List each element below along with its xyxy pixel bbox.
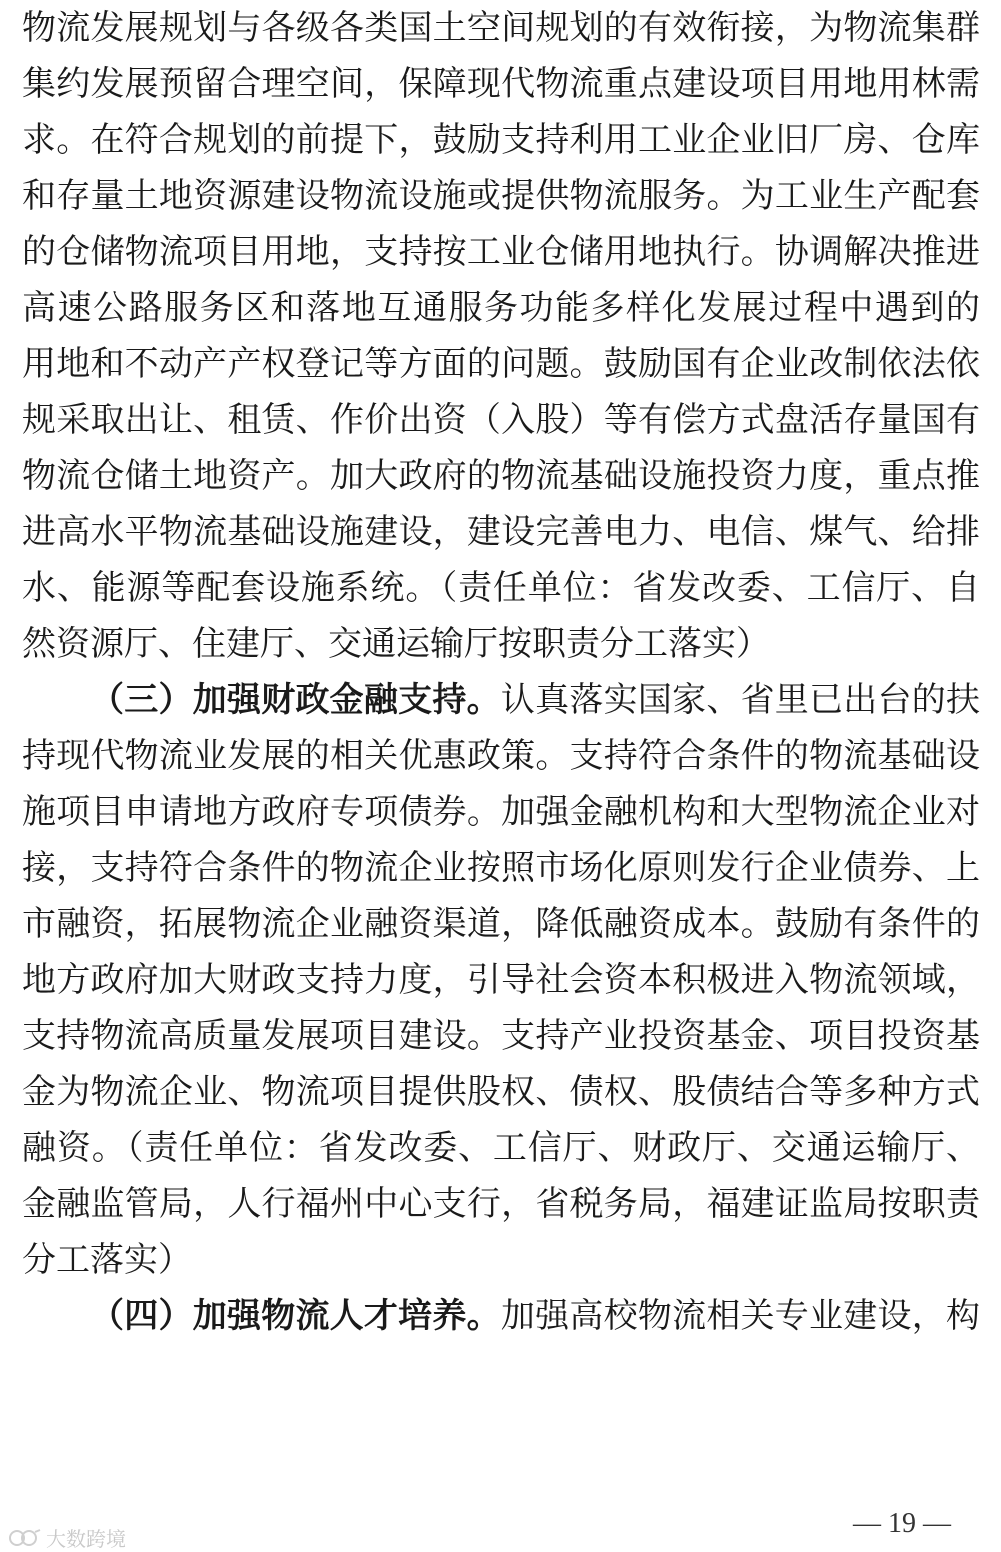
section-heading-finance: （三）加强财政金融支持。 bbox=[90, 680, 501, 720]
text-line: 市融资，拓展物流企业融资渠道，降低融资成本。鼓励有条件的 bbox=[22, 904, 980, 944]
text-line: 用地和不动产产权登记等方面的问题。鼓励国有企业改制依法依 bbox=[22, 344, 980, 384]
text-line: 分工落实） bbox=[22, 1240, 192, 1280]
watermark-logo-icon bbox=[8, 1527, 42, 1549]
text-span: 认真落实国家、省里已出台的扶 bbox=[500, 680, 981, 720]
text-line: 施项目申请地方政府专项债券。加强金融机构和大型物流企业对 bbox=[22, 792, 980, 832]
text-line: 然资源厅、住建厅、交通运输厅按职责分工落实） bbox=[22, 624, 770, 664]
text-line: 进高水平物流基础设施建设，建设完善电力、电信、煤气、给排 bbox=[22, 512, 980, 552]
text-line: 高速公路服务区和落地互通服务功能多样化发展过程中遇到的 bbox=[22, 288, 980, 328]
section-heading-talent: （四）加强物流人才培养。 bbox=[90, 1296, 501, 1336]
paragraph-land-use bbox=[22, 0, 980, 672]
text-line: 持现代物流业发展的相关优惠政策。支持符合条件的物流基础设 bbox=[22, 736, 980, 776]
text-line: 金融监管局，人行福州中心支行，省税务局，福建证监局按职责 bbox=[22, 1184, 980, 1224]
text-line: 物流仓储土地资产。加大政府的物流基础设施投资力度，重点推 bbox=[22, 456, 980, 496]
text-line: 求。在符合规划的前提下，鼓励支持利用工业企业旧厂房、仓库 bbox=[22, 120, 980, 160]
text-line: 和存量土地资源建设物流设施或提供物流服务。为工业生产配套 bbox=[22, 176, 980, 216]
text-line: 的仓储物流项目用地，支持按工业仓储用地执行。协调解决推进 bbox=[22, 232, 980, 272]
text-line: 水、能源等配套设施系统。（责任单位：省发改委、工信厅、自 bbox=[22, 568, 980, 608]
watermark bbox=[8, 1523, 126, 1552]
watermark-text: 大数跨境 bbox=[46, 1527, 126, 1551]
text-line: 物流发展规划与各级各类国土空间规划的有效衔接，为物流集群 bbox=[22, 8, 980, 48]
text-span: 加强高校物流相关专业建设，构 bbox=[500, 1296, 981, 1336]
text-line: 金为物流企业、物流项目提供股权、债权、股债结合等多种方式 bbox=[22, 1072, 980, 1112]
text-line: 融资。（责任单位：省发改委、工信厅、财政厅、交通运输厅、 bbox=[22, 1128, 980, 1168]
paragraph-talent-training bbox=[22, 1288, 980, 1344]
document-page bbox=[22, 0, 980, 1344]
page-number: — 19 — bbox=[853, 1508, 951, 1539]
text-line: 接，支持符合条件的物流企业按照市场化原则发行企业债券、上 bbox=[22, 848, 980, 888]
text-line: 规采取出让、租赁、作价出资（入股）等有偿方式盘活存量国有 bbox=[22, 400, 980, 440]
section-first-line bbox=[22, 672, 980, 728]
text-line: 集约发展预留合理空间，保障现代物流重点建设项目用地用林需 bbox=[22, 64, 980, 104]
paragraph-finance-support bbox=[22, 672, 980, 1288]
section-first-line bbox=[22, 1288, 980, 1344]
text-line: 支持物流高质量发展项目建设。支持产业投资基金、项目投资基 bbox=[22, 1016, 980, 1056]
text-line: 地方政府加大财政支持力度，引导社会资本积极进入物流领域， bbox=[22, 960, 980, 1000]
